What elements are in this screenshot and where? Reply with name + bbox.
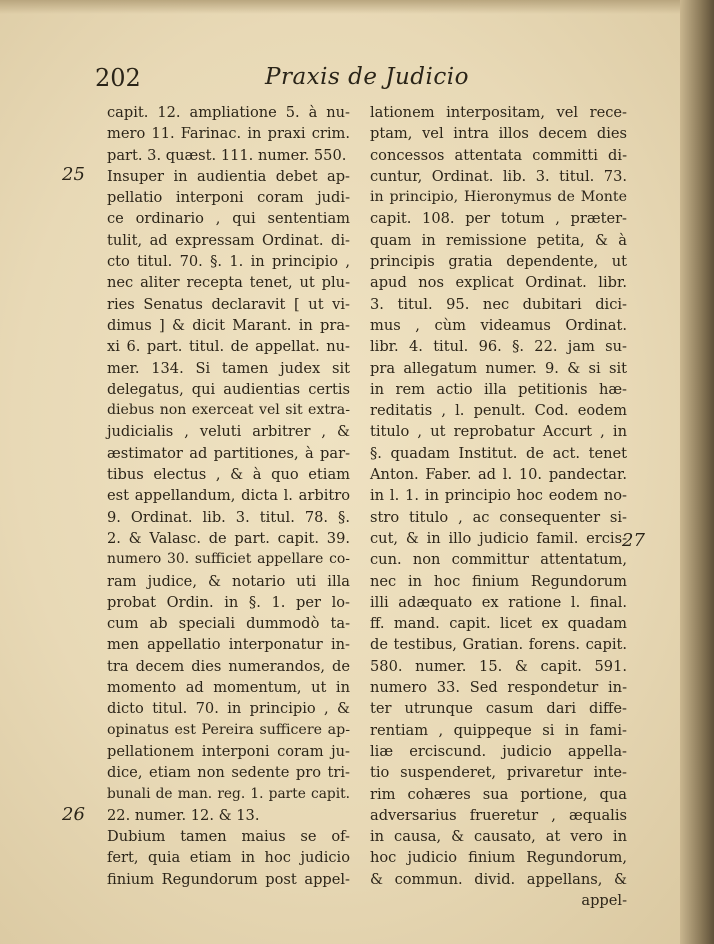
text-line: momento ad momentum, ut in [107,679,350,697]
text-line: numero 30. sufficiet appellare co- [107,551,350,568]
text-line: capit. 12. ampliatione 5. à nu- [107,104,350,121]
text-line: rim cohæres sua portione, qua [370,785,627,803]
text-line: 2. & Valasc. de part. capit. 39. [107,529,350,547]
text-line: Insuper in audientia debet ap- [107,167,350,185]
text-line: 9. Ordinat. lib. 3. titul. 78. §. [107,508,350,526]
text-line: 3. titul. 95. nec dubitari dici- [370,295,627,313]
text-line: de testibus, Gratian. forens. capit. [370,636,627,654]
text-line: concessos attentata committi di- [370,146,627,164]
text-line: mer. 134. Si tamen judex sit [107,359,350,377]
text-line: libr. 4. titul. 96. §. 22. jam su- [370,338,627,356]
text-line: bunali de man. reg. 1. parte capit. [107,785,350,802]
text-line: tibus electus , & à quo etiam [107,466,350,484]
text-line: probat Ordin. in §. 1. per lo- [107,593,350,611]
text-line: cut, & in illo judicio famil. ercis- [370,529,627,547]
text-line: quam in remissione petita, & à [370,231,627,249]
text-line: cun. non committur attentatum, [370,551,627,569]
text-line: delegatus, qui audientias certis [107,380,350,398]
text-line: in principio, Hieronymus de Monte [370,189,627,206]
catchword: appel- [581,891,627,909]
text-line: lationem interpositam, vel rece- [370,104,627,121]
text-line: 22. numer. 12. & 13. [107,806,260,824]
text-line: principis gratia dependente, ut [370,253,627,271]
text-line: tulit, ad expressam Ordinat. di- [107,231,350,249]
text-line: mero 11. Farinac. in praxi crim. [107,125,350,143]
text-line: cuntur, Ordinat. lib. 3. titul. 73. [370,167,627,185]
text-line: in causa, & causato, at vero in [370,828,627,846]
text-line: pra allegatum numer. 9. & si sit [370,359,627,377]
text-line: dice, etiam non sedente pro tri- [107,764,350,782]
margin-number-26: 26 [62,804,85,825]
text-line: rentiam , quippeque si in fami- [370,721,627,739]
text-line: hoc judicio finium Regundorum, [370,849,627,867]
text-line: ff. mand. capit. licet ex quadam [370,615,627,633]
text-line: §. quadam Institut. de act. tenet [370,444,627,462]
page-number: 202 [95,64,141,92]
text-line: numero 33. Sed respondetur in- [370,679,627,697]
text-line: fert, quia etiam in hoc judicio [107,849,350,867]
text-line: judicialis , veluti arbitrer , & [107,423,350,441]
page-header [95,62,670,98]
text-line: Dubium tamen maius se of- [107,828,350,846]
text-line: dicto titul. 70. in principio , & [107,700,350,718]
text-line: men appellatio interponatur in- [107,636,350,654]
text-line: æstimator ad partitiones, à par- [107,444,350,462]
page-gutter-shadow [680,0,714,944]
text-line: est appellandum, dicta l. arbitro [107,487,350,505]
text-line: nec aliter recepta tenet, ut plu- [107,274,350,292]
text-line: in rem actio illa petitionis hæ- [370,380,627,398]
running-title: Praxis de Judicio [265,64,469,90]
right-column [370,102,627,911]
text-line: adversarius frueretur , æqualis [370,806,627,824]
text-line: illi adæquato ex ratione l. final. [370,593,627,611]
text-line: diebus non exerceat vel sit extra- [107,402,350,419]
margin-number-27: 27 [622,530,645,551]
text-line: finium Regundorum post appel- [107,870,350,888]
text-line: ram judice, & notario uti illa [107,572,350,590]
text-line: ce ordinario , qui sententiam [107,210,350,228]
text-line: titulo , ut reprobatur Accurt , in [370,423,627,441]
text-line: part. 3. quæst. 111. numer. 550. [107,146,347,164]
text-line: xi 6. part. titul. de appellat. nu- [107,338,350,356]
text-line: & commun. divid. appellans, & [370,870,627,888]
text-line: ries Senatus declaravit [ ut vi- [107,295,350,313]
text-line: dimus ] & dicit Marant. in pra- [107,316,350,334]
text-line: cum ab speciali dummodò ta- [107,615,350,633]
text-line: liæ erciscund. judicio appella- [370,742,627,760]
page-top-shadow [0,0,714,14]
text-line: Anton. Faber. ad l. 10. pandectar. [370,466,627,484]
left-column [107,102,350,890]
text-line: nec in hoc finium Regundorum [370,572,627,590]
text-line: capit. 108. per totum , præter- [370,210,627,228]
text-line: pellatio interponi coram judi- [107,189,350,207]
text-line: ptam, vel intra illos decem dies [370,125,627,143]
text-line: mus , cùm videamus Ordinat. [370,316,627,334]
text-line: apud nos explicat Ordinat. libr. [370,274,627,292]
margin-number-25: 25 [62,164,85,185]
text-line: 580. numer. 15. & capit. 591. [370,657,627,675]
text-line: reditatis , l. penult. Cod. eodem [370,402,627,420]
text-line: opinatus est Pereira sufficere ap- [107,721,350,738]
text-line: ter utrunque casum dari diffe- [370,700,627,718]
text-line: cto titul. 70. §. 1. in principio , [107,253,350,271]
text-line: tra decem dies numerandos, de [107,657,350,675]
text-line: tio suspenderet, privaretur inte- [370,764,627,782]
text-line: stro titulo , ac consequenter si- [370,508,627,526]
text-line: pellationem interponi coram ju- [107,742,350,760]
text-line: in l. 1. in principio hoc eodem no- [370,487,627,505]
